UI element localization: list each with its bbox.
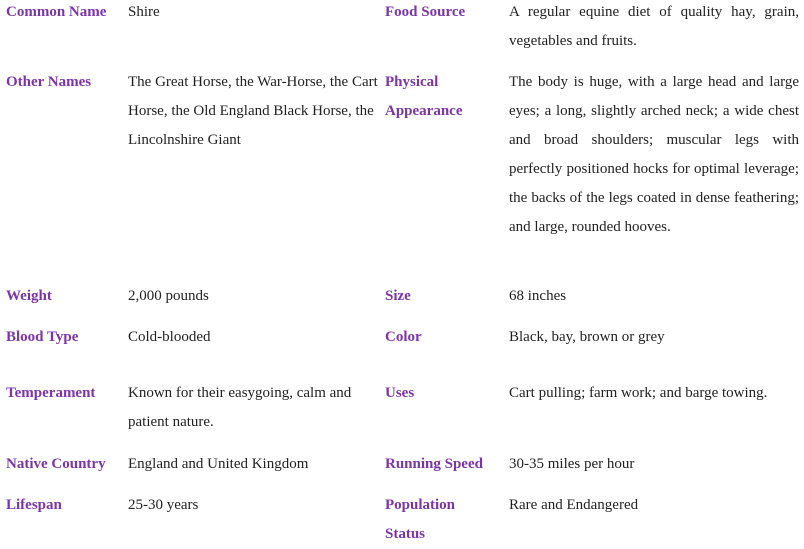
value-physical-appearance: The body is huge, with a large head and large eyes; a long, slightly arched neck; a wide chest and broad shoulders; muscular legs with perfectly positioned hocks for optimal leverage; the backs of the legs coated in dense feathering; and large, rounded hooves.: [509, 74, 799, 235]
value-running-speed: 30-35 miles per hour: [509, 456, 635, 472]
label-running-speed: Running Speed: [385, 456, 483, 472]
label-food-source: Food Source: [385, 4, 466, 20]
value-native-country: England and United Kingdom: [128, 456, 309, 472]
label-other-names: Other Names: [6, 74, 92, 90]
label-blood-type: Blood Type: [6, 329, 79, 345]
value-blood-type: Cold-blooded: [128, 329, 211, 345]
label-native-country: Native Country: [6, 456, 106, 472]
value-size: 68 inches: [509, 288, 567, 304]
label-lifespan: Lifespan: [6, 497, 62, 513]
label-physical-appearance: Physical Appearance: [385, 74, 463, 119]
label-common-name: Common Name: [6, 4, 107, 20]
value-uses: Cart pulling; farm work; and barge towing.: [509, 385, 768, 401]
value-temperament: Known for their easygoing, calm and patient nature.: [128, 385, 352, 430]
value-color: Black, bay, brown or grey: [509, 329, 665, 345]
label-temperament: Temperament: [6, 385, 96, 401]
value-common-name: Shire: [128, 4, 160, 20]
label-weight: Weight: [6, 288, 52, 304]
value-other-names: The Great Horse, the War-Horse, the Cart Horse, the Old England Black Horse, the Lincolnshire Giant: [128, 74, 378, 148]
label-color: Color: [385, 329, 422, 345]
value-food-source: A regular equine diet of quality hay, grain, vegetables and fruits.: [509, 4, 799, 49]
label-population-status: Population Status: [385, 497, 456, 542]
value-lifespan: 25-30 years: [128, 497, 199, 513]
value-population-status: Rare and Endangered: [509, 497, 639, 513]
label-uses: Uses: [385, 385, 415, 401]
value-weight: 2,000 pounds: [128, 288, 209, 304]
label-size: Size: [385, 288, 411, 304]
